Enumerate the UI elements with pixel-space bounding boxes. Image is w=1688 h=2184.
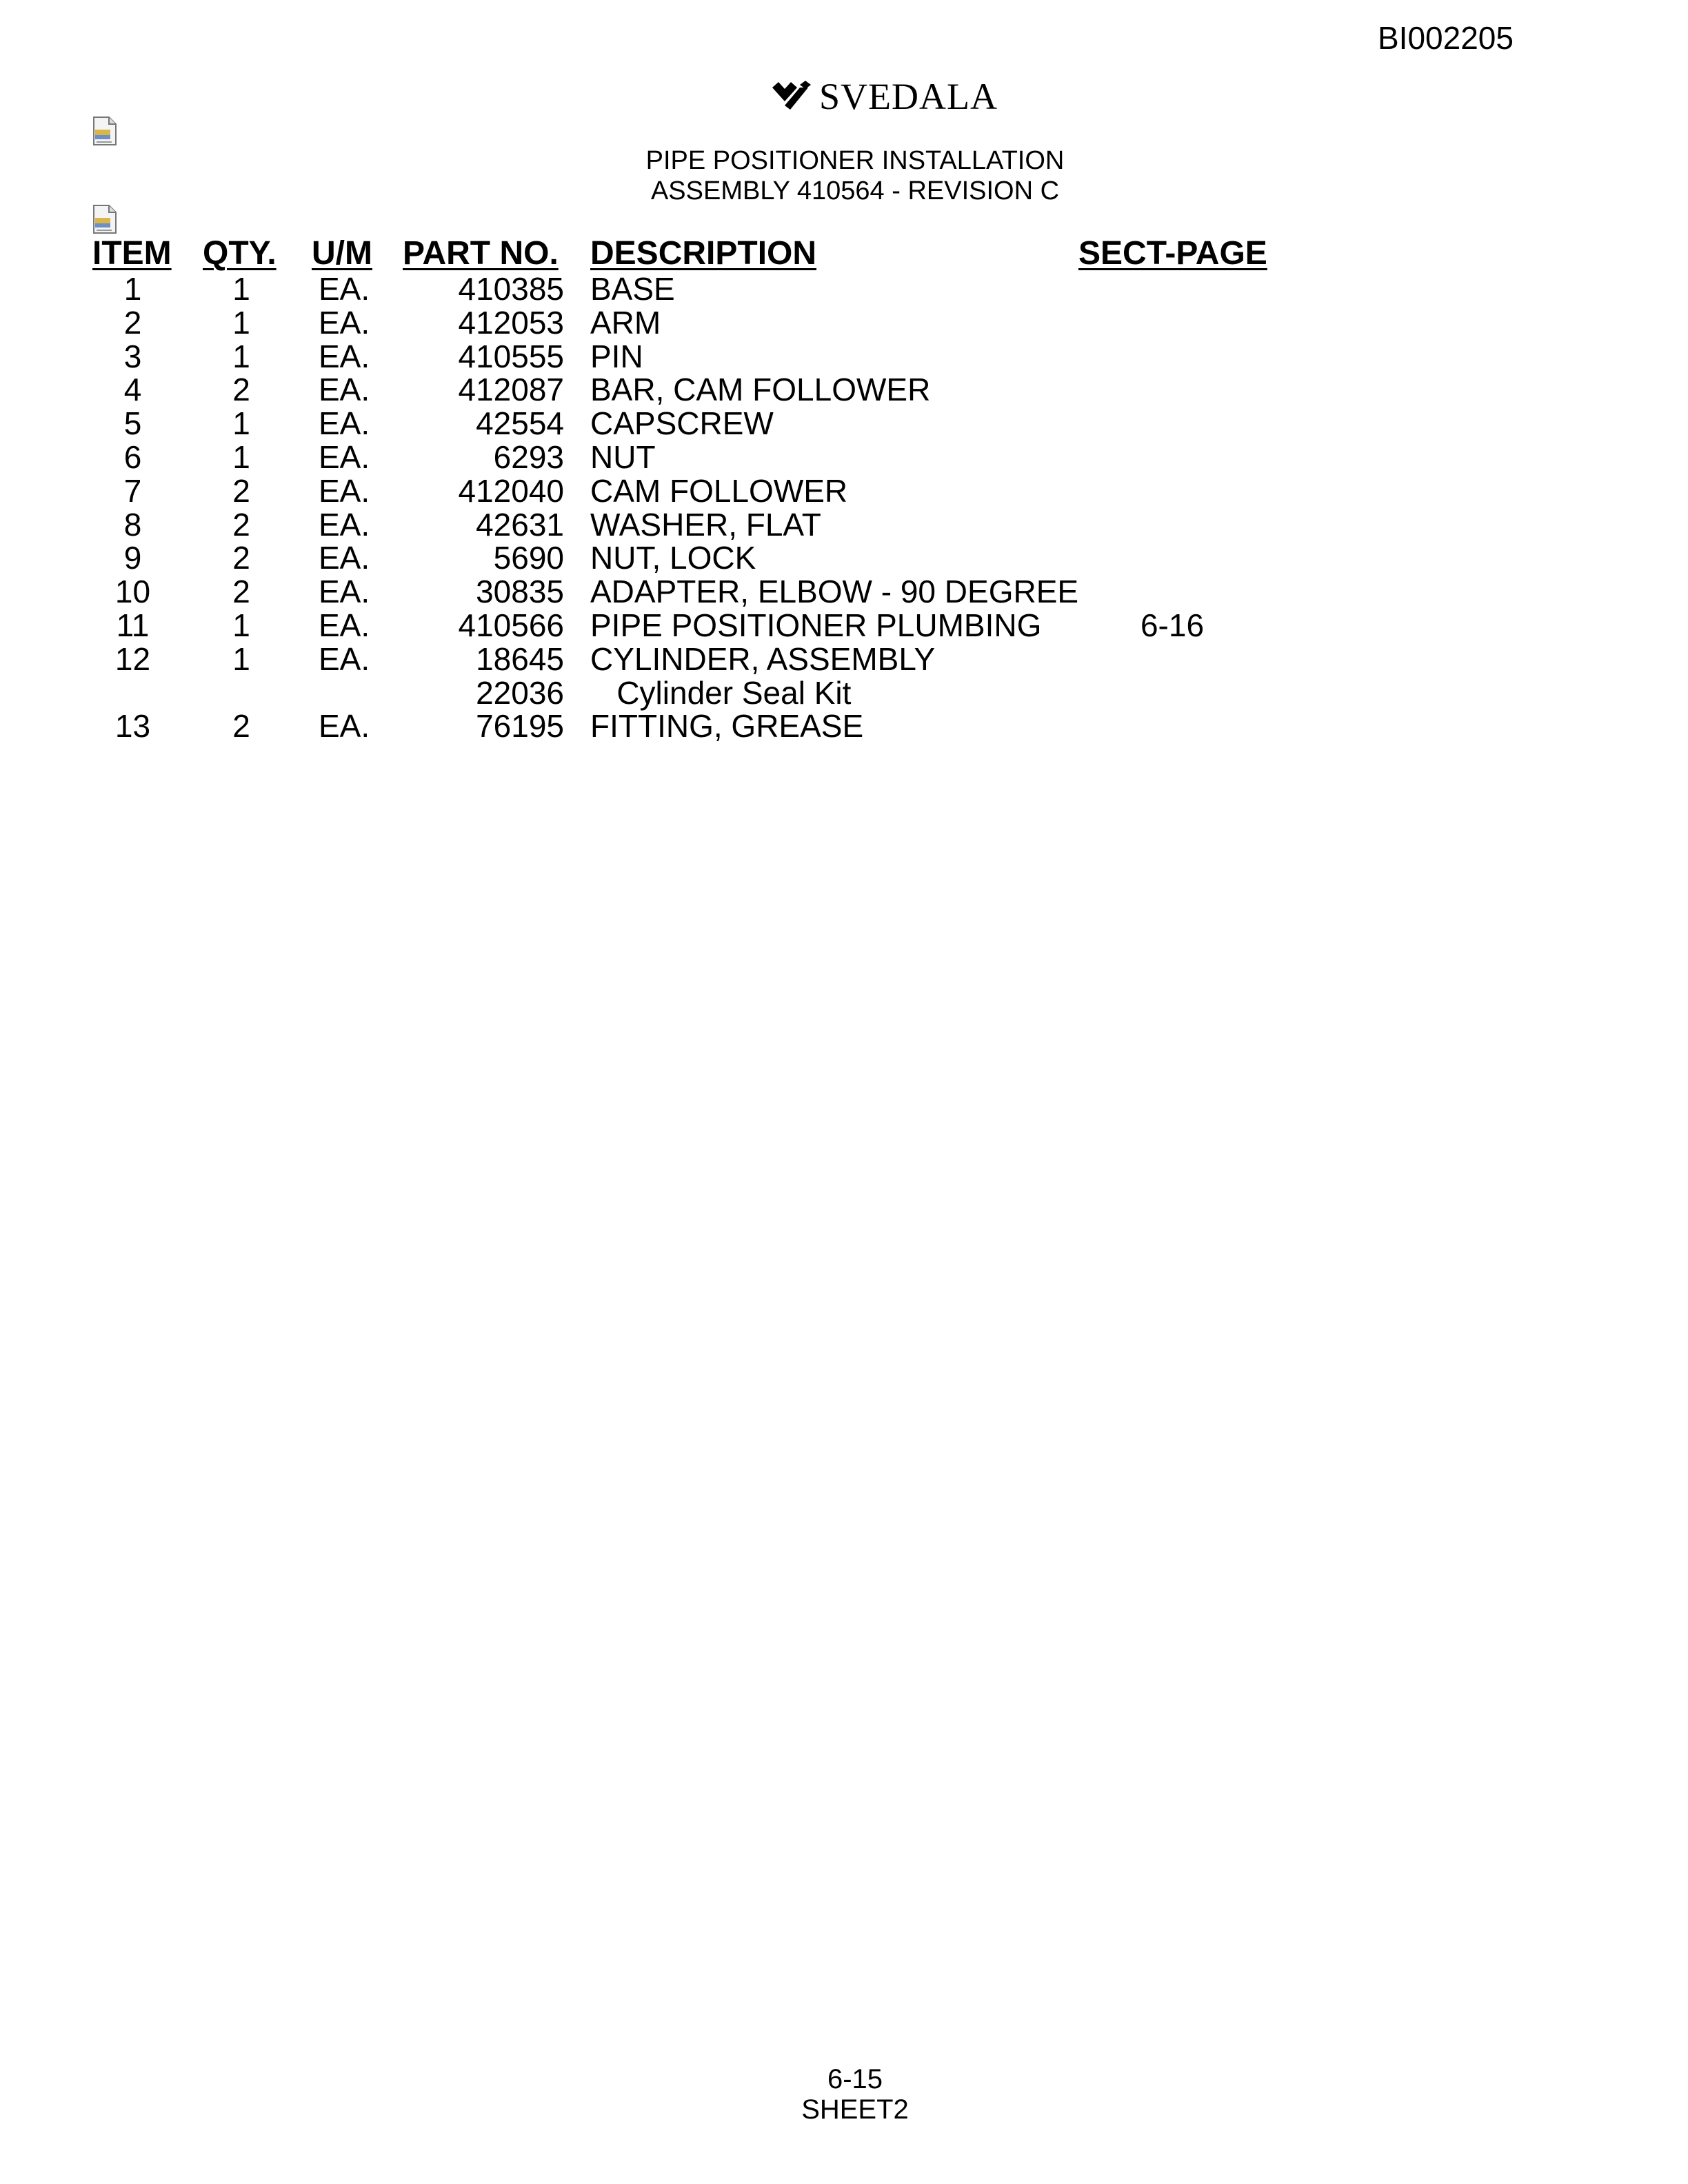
cell-item: 4: [123, 372, 142, 407]
cell-qty: 2: [232, 540, 250, 576]
cell-item: 13: [114, 708, 151, 744]
cell-part-no: 22036: [476, 675, 564, 711]
cell-part-no: 76195: [476, 708, 564, 744]
cell-um: EA.: [319, 540, 370, 576]
cell-um: EA.: [319, 507, 370, 543]
cell-um: EA.: [319, 338, 370, 374]
cell-sect-page: 6-16: [1140, 607, 1205, 643]
cell-description: NUT: [590, 439, 656, 475]
cell-um: EA.: [319, 305, 370, 341]
cell-item: 12: [114, 641, 151, 677]
cell-part-no: 42631: [476, 507, 564, 543]
cell-description: ADAPTER, ELBOW - 90 DEGREE: [590, 574, 1079, 609]
cell-item: 6: [123, 439, 142, 475]
cell-item: 9: [123, 540, 142, 576]
sheet-label: SHEET2: [801, 2094, 909, 2125]
cell-qty: 2: [232, 708, 250, 744]
cell-description: PIPE POSITIONER PLUMBING: [590, 607, 1042, 643]
cell-part-no: 30835: [476, 574, 564, 609]
cell-um: EA.: [319, 641, 370, 677]
cell-qty: 1: [232, 305, 250, 341]
cell-part-no: 6293: [493, 439, 564, 475]
cell-part-no: 412053: [458, 305, 564, 341]
cell-description: BASE: [590, 271, 675, 307]
cell-description: BAR, CAM FOLLOWER: [590, 372, 931, 407]
svedala-diamond-logo-icon: [770, 78, 816, 115]
title-line-1: PIPE POSITIONER INSTALLATION: [645, 146, 1065, 175]
cell-description: NUT, LOCK: [590, 540, 756, 576]
cell-item: 11: [116, 607, 150, 643]
logo-text: SVEDALA: [819, 76, 998, 117]
svedala-logo: [770, 76, 998, 117]
embedded-document-icon[interactable]: [91, 204, 119, 234]
cell-part-no: 412087: [458, 372, 564, 407]
header-qty: QTY.: [203, 235, 277, 272]
cell-part-no: 410385: [458, 271, 564, 307]
cell-qty: 1: [232, 338, 250, 374]
cell-description: FITTING, GREASE: [590, 708, 864, 744]
cell-qty: 1: [232, 607, 250, 643]
cell-item: 8: [123, 507, 142, 543]
header-part-no: PART NO.: [403, 235, 559, 272]
cell-item: 10: [114, 574, 151, 609]
title-line-2: ASSEMBLY 410564 - REVISION C: [650, 176, 1060, 205]
cell-qty: 1: [232, 439, 250, 475]
cell-um: EA.: [319, 405, 370, 441]
header-sect-page: SECT-PAGE: [1078, 235, 1267, 272]
cell-um: EA.: [319, 439, 370, 475]
cell-qty: 1: [232, 271, 250, 307]
cell-qty: 2: [232, 473, 250, 509]
cell-item: 7: [123, 473, 142, 509]
cell-qty: 2: [232, 372, 250, 407]
cell-part-no: 412040: [458, 473, 564, 509]
cell-part-no: 5690: [493, 540, 564, 576]
cell-part-no: 410555: [458, 338, 564, 374]
cell-description: Cylinder Seal Kit: [590, 675, 852, 711]
cell-item: 3: [123, 338, 142, 374]
cell-description: CYLINDER, ASSEMBLY: [590, 641, 936, 677]
cell-description: WASHER, FLAT: [590, 507, 821, 543]
cell-um: EA.: [319, 708, 370, 744]
page-number: 6-15: [827, 2064, 883, 2094]
cell-item: 5: [123, 405, 142, 441]
cell-qty: 2: [232, 574, 250, 609]
cell-um: EA.: [319, 271, 370, 307]
cell-part-no: 18645: [476, 641, 564, 677]
cell-description: PIN: [590, 338, 643, 374]
cell-description: CAM FOLLOWER: [590, 473, 848, 509]
cell-um: EA.: [319, 473, 370, 509]
cell-qty: 1: [232, 641, 250, 677]
cell-qty: 2: [232, 507, 250, 543]
cell-um: EA.: [319, 607, 370, 643]
cell-qty: 1: [232, 405, 250, 441]
cell-description: ARM: [590, 305, 661, 341]
cell-part-no: 42554: [476, 405, 564, 441]
header-description: DESCRIPTION: [590, 235, 817, 272]
header-item: ITEM: [92, 235, 172, 272]
cell-item: 1: [123, 271, 142, 307]
embedded-document-icon[interactable]: [91, 116, 119, 146]
cell-um: EA.: [319, 372, 370, 407]
document-id: BI002205: [1378, 20, 1514, 56]
cell-part-no: 410566: [458, 607, 564, 643]
cell-item: 2: [123, 305, 142, 341]
cell-um: EA.: [319, 574, 370, 609]
cell-description: CAPSCREW: [590, 405, 774, 441]
header-um: U/M: [312, 235, 372, 272]
